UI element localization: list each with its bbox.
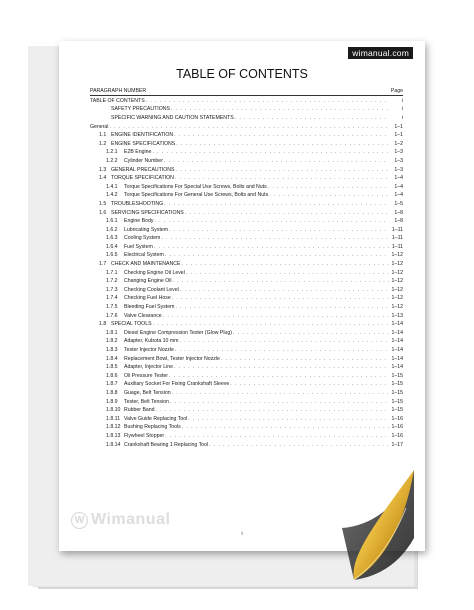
toc-entry-number: 1.7.1 xyxy=(106,269,118,276)
toc-entry-number: 1.3 xyxy=(99,166,107,173)
toc-entry-number: 1.7.4 xyxy=(106,295,118,302)
toc-entry-title: General xyxy=(90,123,109,130)
toc-entry xyxy=(90,217,403,226)
table-of-contents xyxy=(90,88,403,449)
toc-leader-dots xyxy=(182,423,389,432)
toc-entry-page: 1–8 xyxy=(394,218,403,225)
toc-leader-dots xyxy=(181,260,389,269)
page-title: TABLE OF CONTENTS xyxy=(176,67,308,81)
toc-entry-page: 1–8 xyxy=(394,209,403,216)
toc-entry-title: Cooling System xyxy=(124,235,161,242)
toc-leader-dots xyxy=(221,355,389,364)
toc-entry-number: 1.8.13 xyxy=(106,432,121,439)
toc-entry-title: TROUBLESHOOTING xyxy=(111,200,164,207)
toc-entry-page: 1–3 xyxy=(394,157,403,164)
toc-entry-title: Bushing Replacing Tools xyxy=(124,424,181,431)
toc-leader-dots xyxy=(153,320,389,329)
toc-entry-page: 1–16 xyxy=(391,424,403,431)
toc-entry-page: 1–12 xyxy=(391,261,403,268)
toc-entry xyxy=(90,157,403,166)
toc-entry-title: Fuel System xyxy=(124,243,153,250)
toc-entry-page: 1–1 xyxy=(394,132,403,139)
toc-entry-title: Replacement Bowl, Tester Injector Nozzle xyxy=(124,355,220,362)
toc-entry-number: 1.7.5 xyxy=(106,304,118,311)
toc-entry-title: Tester Injector Nozzle xyxy=(124,347,174,354)
toc-entry xyxy=(90,355,403,364)
toc-entry-page: i xyxy=(401,97,403,104)
toc-entry xyxy=(90,97,403,106)
toc-entry-title: Checking Coolant Level xyxy=(124,286,179,293)
toc-leader-dots xyxy=(165,432,389,441)
toc-entry-title: SERVICING SPECIFICATIONS xyxy=(111,209,184,216)
toc-leader-dots xyxy=(171,105,389,114)
toc-entry xyxy=(90,389,403,398)
toc-entry-title: Auxiliary Socket For Fixing Crankshaft Sleeve xyxy=(124,381,230,388)
toc-leader-dots xyxy=(185,209,389,218)
toc-leader-dots xyxy=(152,148,389,157)
toc-entry-page: 1–11 xyxy=(391,235,403,242)
toc-entry xyxy=(90,346,403,355)
toc-entry xyxy=(90,415,403,424)
toc-entry-title: Bleeding Fuel System xyxy=(124,304,175,311)
toc-leader-dots xyxy=(176,166,389,175)
watermark-top: wimanual.com xyxy=(348,47,413,59)
toc-entry-title: Torque Specifications For Special Use Screws, Bolts and Nuts xyxy=(124,183,267,190)
toc-entry-title: Flywheel Stopper xyxy=(124,432,165,439)
toc-entry-page: 1–12 xyxy=(391,252,403,259)
toc-entry-number: 1.2 xyxy=(99,140,107,147)
toc-entry-page: 1–4 xyxy=(394,192,403,199)
toc-entry-title: Torque Specifications For General Use Screws, Bolts and Nuts xyxy=(124,192,269,199)
toc-entry xyxy=(90,200,403,209)
toc-leader-dots xyxy=(175,346,389,355)
toc-leader-dots xyxy=(156,406,389,415)
toc-entry-page: 1–16 xyxy=(391,415,403,422)
toc-entry-page: 1–4 xyxy=(394,183,403,190)
toc-leader-dots xyxy=(164,157,389,166)
toc-entry xyxy=(90,226,403,235)
toc-entry-page: 1–16 xyxy=(391,432,403,439)
toc-entry-number: 1.6.4 xyxy=(106,243,118,250)
toc-entry-page: 1–14 xyxy=(391,321,403,328)
toc-entry-number: 1.7.2 xyxy=(106,278,118,285)
toc-entry xyxy=(90,251,403,260)
toc-entry xyxy=(90,123,403,132)
toc-entry-number: 1.4 xyxy=(99,175,107,182)
toc-entry xyxy=(90,260,403,269)
toc-leader-dots xyxy=(269,191,389,200)
toc-entry-number: 1.8.8 xyxy=(106,389,118,396)
toc-entry-number: 1.6.1 xyxy=(106,218,118,225)
toc-entry-page: 1–15 xyxy=(391,372,403,379)
toc-header-paragraph-number: PARAGRAPH NUMBER xyxy=(90,88,147,94)
toc-entry-title: Rubber Band xyxy=(124,407,155,414)
toc-entry xyxy=(90,183,403,192)
toc-entry xyxy=(90,286,403,295)
toc-leader-dots xyxy=(109,123,389,132)
toc-entry-title: Cylinder Number xyxy=(124,157,163,164)
toc-entry xyxy=(90,329,403,338)
toc-entry xyxy=(90,131,403,140)
watermark-bottom-text: Wimanual xyxy=(91,511,171,528)
toc-leader-dots xyxy=(176,140,389,149)
toc-entry-title: SAFETY PRECAUTIONS xyxy=(111,106,170,113)
toc-entry xyxy=(90,209,403,218)
toc-entry-number: 1.8.10 xyxy=(106,407,121,414)
toc-entry xyxy=(90,406,403,415)
toc-entry-page: 1–12 xyxy=(391,286,403,293)
toc-entry-title: Electrical System xyxy=(124,252,164,259)
toc-entry xyxy=(90,294,403,303)
toc-entry-number: 1.1 xyxy=(99,132,107,139)
toc-entry-number: 1.4.2 xyxy=(106,192,118,199)
toc-leader-dots xyxy=(169,372,389,381)
toc-leader-dots xyxy=(172,294,389,303)
toc-entry-number: 1.8.12 xyxy=(106,424,121,431)
toc-entry-title: Oil Pressure Tester xyxy=(124,372,169,379)
toc-entry xyxy=(90,380,403,389)
toc-entry xyxy=(90,303,403,312)
toc-leader-dots xyxy=(146,97,389,106)
toc-entry xyxy=(90,441,403,450)
toc-entry-title: TABLE OF CONTENTS xyxy=(90,97,145,104)
toc-leader-dots xyxy=(209,441,389,450)
toc-entry xyxy=(90,269,403,278)
toc-entry-title: ENGINE SPECIFICATIONS xyxy=(111,140,176,147)
watermark-logo xyxy=(71,511,170,529)
toc-entry-page: 1–14 xyxy=(391,329,403,336)
toc-entry-page: 1–14 xyxy=(391,347,403,354)
toc-entry-title: Engine Body xyxy=(124,218,154,225)
toc-entry-title: Lubricating System xyxy=(124,226,169,233)
toc-leader-dots xyxy=(233,329,389,338)
toc-entry-page: 1–14 xyxy=(391,355,403,362)
toc-entry-number: 1.6 xyxy=(99,209,107,216)
toc-leader-dots xyxy=(161,234,389,243)
toc-entry-number: 1.8.5 xyxy=(106,364,118,371)
toc-leader-dots xyxy=(164,200,389,209)
toc-entries xyxy=(90,97,403,449)
toc-leader-dots xyxy=(172,389,389,398)
toc-entry-page: 1–12 xyxy=(391,278,403,285)
toc-entry xyxy=(90,398,403,407)
toc-entry-page: 1–2 xyxy=(394,140,403,147)
toc-entry-title: SPECIAL TOOLS xyxy=(111,321,152,328)
toc-leader-dots xyxy=(169,226,389,235)
toc-entry-number: 1.8.4 xyxy=(106,355,118,362)
toc-entry-page: 1–3 xyxy=(394,166,403,173)
toc-entry xyxy=(90,337,403,346)
toc-entry-page: 1–1 xyxy=(394,123,403,130)
toc-entry-number: 1.4.1 xyxy=(106,183,118,190)
toc-entry-title: Guage, Belt Tension xyxy=(124,389,171,396)
toc-entry-title: E2B Engine xyxy=(124,149,152,156)
toc-leader-dots xyxy=(188,415,389,424)
toc-entry-page: 1–14 xyxy=(391,338,403,345)
toc-leader-dots xyxy=(170,398,389,407)
toc-entry-page: 1–12 xyxy=(391,269,403,276)
toc-entry-page: i xyxy=(401,106,403,113)
toc-entry-title: Adapter, Injector Line xyxy=(124,364,174,371)
toc-entry xyxy=(90,105,403,114)
toc-entry-title: CHECK AND MAINTENANCE xyxy=(111,261,181,268)
toc-entry-title: Changing Engine Oil xyxy=(124,278,172,285)
toc-leader-dots xyxy=(163,312,389,321)
toc-entry-title: TORQUE SPECIFICATION xyxy=(111,175,174,182)
toc-entry-number: 1.8.1 xyxy=(106,329,118,336)
toc-entry-title: Checking Fuel Hose xyxy=(124,295,171,302)
toc-leader-dots xyxy=(235,114,389,123)
toc-leader-dots xyxy=(174,131,389,140)
toc-leader-dots xyxy=(230,380,389,389)
toc-entry-title: SPECIFIC WARNING AND CAUTION STATEMENTS xyxy=(111,114,234,121)
toc-entry-page: 1–13 xyxy=(391,312,403,319)
toc-entry-title: Adapter, Kubota 10 mm xyxy=(124,338,179,345)
toc-entry xyxy=(90,243,403,252)
toc-entry-title: Crankshaft Bearing 1 Replacing Tool xyxy=(124,441,209,448)
toc-entry-title: Checking Engine Oil Level xyxy=(124,269,185,276)
toc-entry-page: 1–12 xyxy=(391,295,403,302)
toc-entry-title: Diesel Engine Compression Tester (Glow Plug) xyxy=(124,329,233,336)
toc-entry-number: 1.8.3 xyxy=(106,347,118,354)
page-number: i xyxy=(241,531,243,537)
toc-leader-dots xyxy=(268,183,389,192)
toc-entry-number: 1.8.7 xyxy=(106,381,118,388)
toc-entry xyxy=(90,234,403,243)
toc-entry-number: 1.6.5 xyxy=(106,252,118,259)
toc-entry xyxy=(90,140,403,149)
toc-entry-number: 1.6.3 xyxy=(106,235,118,242)
toc-entry-page: i xyxy=(401,114,403,121)
toc-entry-page: 1–11 xyxy=(391,243,403,250)
toc-entry-page: 1–12 xyxy=(391,304,403,311)
toc-leader-dots xyxy=(154,243,389,252)
toc-entry-title: Valve Clearance xyxy=(124,312,162,319)
toc-leader-dots xyxy=(154,217,389,226)
toc-entry-page: 1–11 xyxy=(391,226,403,233)
toc-leader-dots xyxy=(173,277,389,286)
toc-entry-title: ENGINE IDENTIFICATION xyxy=(111,132,174,139)
toc-entry-number: 1.7.6 xyxy=(106,312,118,319)
toc-entry-page: 1–15 xyxy=(391,407,403,414)
toc-entry-title: Tester, Belt Tension xyxy=(124,398,169,405)
toc-entry-page: 1–15 xyxy=(391,389,403,396)
toc-entry-title: GENERAL PRECAUTIONS xyxy=(111,166,175,173)
toc-entry-number: 1.6.2 xyxy=(106,226,118,233)
toc-entry-page: 1–3 xyxy=(394,149,403,156)
toc-entry-page: 1–14 xyxy=(391,364,403,371)
toc-entry xyxy=(90,363,403,372)
toc-entry-page: 1–15 xyxy=(391,398,403,405)
toc-entry xyxy=(90,114,403,123)
toc-entry-number: 1.7 xyxy=(99,261,107,268)
toc-leader-dots xyxy=(180,337,389,346)
toc-entry-number: 1.8.11 xyxy=(106,415,121,422)
page-curl-icon xyxy=(340,468,418,586)
toc-entry-page: 1–15 xyxy=(391,381,403,388)
toc-leader-dots xyxy=(174,363,389,372)
toc-entry xyxy=(90,372,403,381)
toc-entry-number: 1.8.9 xyxy=(106,398,118,405)
toc-leader-dots xyxy=(186,269,389,278)
toc-entry-number: 1.8.14 xyxy=(106,441,121,448)
toc-entry-page: 1–4 xyxy=(394,175,403,182)
watermark-logo-icon: W xyxy=(71,512,88,529)
toc-entry xyxy=(90,312,403,321)
toc-entry-number: 1.7.3 xyxy=(106,286,118,293)
toc-entry xyxy=(90,174,403,183)
toc-leader-dots xyxy=(175,303,389,312)
toc-entry-number: 1.2.2 xyxy=(106,157,118,164)
toc-entry-number: 1.8.6 xyxy=(106,372,118,379)
toc-entry xyxy=(90,432,403,441)
toc-entry xyxy=(90,148,403,157)
toc-entry-page: 1–5 xyxy=(394,200,403,207)
toc-header-row xyxy=(90,88,403,96)
toc-entry-number: 1.8.2 xyxy=(106,338,118,345)
toc-header-page: Page xyxy=(390,88,403,94)
toc-entry xyxy=(90,191,403,200)
toc-leader-dots xyxy=(175,174,389,183)
toc-entry-title: Valve Guide Replacing Tool xyxy=(124,415,188,422)
toc-entry xyxy=(90,423,403,432)
toc-entry-number: 1.5 xyxy=(99,200,107,207)
toc-leader-dots xyxy=(180,286,389,295)
toc-entry xyxy=(90,166,403,175)
toc-entry-page: 1–17 xyxy=(391,441,403,448)
toc-entry xyxy=(90,277,403,286)
toc-entry xyxy=(90,320,403,329)
toc-leader-dots xyxy=(165,251,389,260)
toc-entry-number: 1.2.1 xyxy=(106,149,118,156)
toc-entry-number: 1.8 xyxy=(99,321,107,328)
